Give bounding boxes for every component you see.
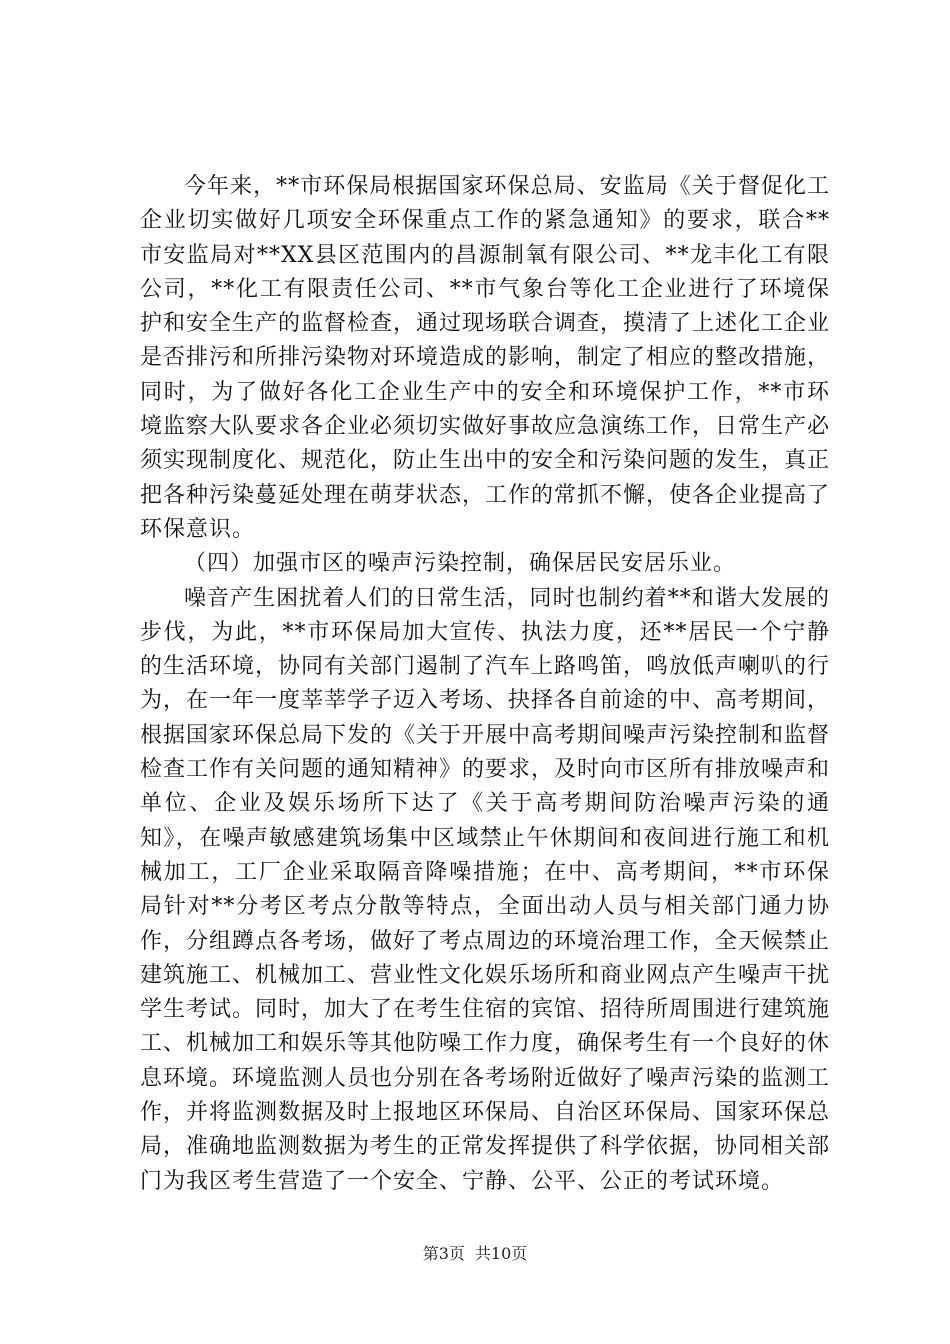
paragraph-noise-control: 噪音产生困扰着人们的日常生活，同时也制约着**和谐大发展的步伐，为此，**市环保局加大宣传、执法力度，还**居民一个宁静的生活环境，协同有关部门遏制了汽车上路鸣笛，鸣放低声喇叭的行为，在一年一度莘莘学子迈入考场、抉择各自前途的中、高考期间，根据国家环保总局下发的《关于开展中高考期间噪声污染控制和监督检查工作有关问题的通知精神》的要求，及时向市区所有排放噪声和单位、企业及娱乐场所下达了《关于高考期间防治噪声污染的通知》，在噪声敏感建筑场集中区域禁止午休期间和夜间进行施工和机械加工，工厂企业采取隔音降噪措施；在中、高考期间，**市环保局针对**分考区考点分散等特点，全面出动人员与相关部门通力协作，分组蹲点各考场，做好了考点周边的环境治理工作，全天候禁止建筑施工、机械加工、营业性文化娱乐场所和商业网点产生噪声干扰学生考试。同时，加大了在考生住宿的宾馆、招待所周围进行建筑施工、机械加工和娱乐等其他防噪工作力度，确保考生有一个良好的休息环境。环境监测人员也分别在各考场附近做好了噪声污染的监测工作，并将监测数据及时上报地区环保局、自治区环保局、国家环保总局，准确地监测数据为考生的正常发挥提供了科学依据，协同相关部门为我区考生营造了一个安全、宁静、公平、公正的考试环境。 <box>140 585 831 1194</box>
page-number: 第3页 <box>422 1244 465 1263</box>
page-footer <box>0 1244 950 1264</box>
document-body <box>140 170 830 1199</box>
paragraph-chemical-inspection: 今年来，**市环保局根据国家环保总局、安监局《关于督促化工企业切实做好几项安全环保重点工作的紧急通知》的要求，联合**市安监局对**XX县区范围内的昌源制氧有限公司、**龙丰化工有限公司，**化工有限责任公司、**市气象台等化工企业进行了环境保护和安全生产的监督检查，通过现场联合调查，摸清了上述化工企业是否排污和所排污染物对环境造成的影响，制定了相应的整改措施，同时，为了做好各化工企业生产中的安全和环境保护工作，**市环境监察大队要求各企业必须切实做好事故应急演练工作，日常生产必须实现制度化、规范化，防止生出中的安全和污染问题的发生，真正把各种污染蔓延处理在萌芽状态，工作的常抓不懈，使各企业提高了环保意识。 <box>140 174 831 542</box>
section-heading-noise-control: （四）加强市区的噪声污染控制，确保居民安居乐业。 <box>184 551 737 577</box>
page-total: 共10页 <box>474 1244 528 1263</box>
